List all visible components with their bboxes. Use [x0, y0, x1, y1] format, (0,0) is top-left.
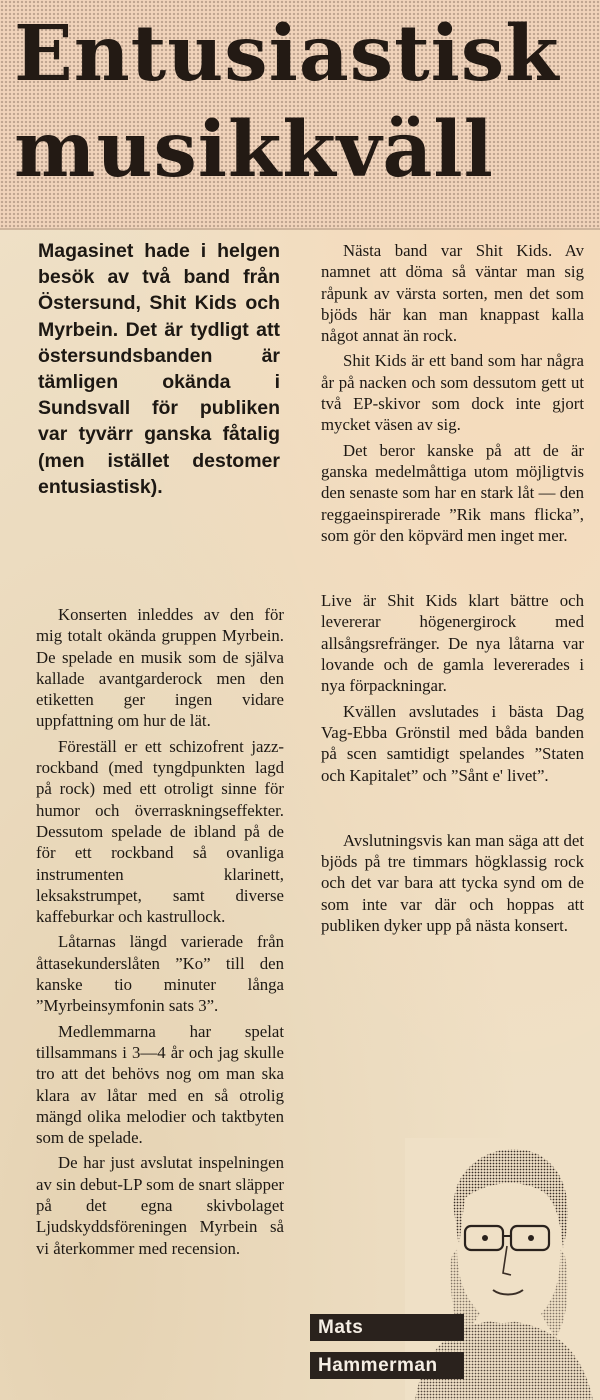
byline-first-name: Mats	[310, 1314, 464, 1341]
headline-line-2: musikkväll	[14, 105, 494, 195]
right-paragraph-1: Nästa band var Shit Kids. Av namnet att döma så väntar man sig råpunk av värsta sorten, men det som bjöds här kan man knappast kalla något annat än rock.	[321, 241, 584, 346]
column-gap	[321, 550, 584, 590]
headline	[14, 6, 594, 198]
headline-band	[0, 0, 600, 230]
right-paragraph-5: Kvällen avslutades i bästa Dag Vag-Ebba Grönstil med båda banden på scen samtidigt spelandes ”Staten och Kapitalet” och ”Sånt e' livet”.	[321, 701, 584, 785]
left-paragraph-5: De har just avslutat inspelningen av sin debut-LP som de snart släpper på det egna skivbolaget Ljudskyddsföreningen Myrbein så vi återkommer med recension.	[36, 1153, 284, 1258]
right-paragraph-4: Live är Shit Kids klart bättre och levererar högenergirock med allsångsrefränger. De nya låtarna var lovande och de gamla levererades i nya förpackningar.	[321, 591, 584, 696]
headline-line-1: Entusiastisk	[14, 9, 560, 99]
lead-paragraph: Magasinet hade i helgen besök av två band från Östersund, Shit Kids och Myrbein. Det är tydligt att östersundsbanden är tämligen okända i Sundsvall för publiken var tyvärr ganska fåtalig (men istället destomer entusiastisk).	[38, 240, 280, 498]
byline-last-name: Hammerman	[310, 1352, 464, 1379]
left-paragraph-4: Medlemmarna har spelat tillsammans i 3—4 år och jag skulle tro att det behövs nog om man ska klara av låtar med en så otrolig mängd olika melodier och taktbyten som de spelade.	[36, 1021, 284, 1148]
column-gap	[321, 790, 584, 830]
article-column-right	[321, 240, 584, 940]
left-paragraph-2: Föreställ er ett schizofrent jazz-rockband (med tyngdpunkten lagd på rock) med ett otroligt sinne för humor och överraskningseffekter. Dessutom spelade de ibland på de för ett rockband så ovanliga instrumenten klarinett, leksakstrumpet, samt diverse kaffeburkar och kastrullock.	[36, 736, 284, 927]
right-paragraph-6: Avslutningsvis kan man säga att det bjöds på tre timmars högklassig rock och det var bara att tycka synd om de som inte var där och hoppas att publiken dyker upp på nästa konsert.	[321, 830, 584, 936]
right-paragraph-3: Det beror kanske på att de är ganska medelmåttiga utom möjligtvis den senaste som har en stark låt — den reggaeinspirerade ”Rik mans flicka”, som gör den köpvärd men inget mer.	[321, 440, 584, 545]
right-paragraph-2: Shit Kids är ett band som har några år på nacken och som dessutom gett ut två EP-skivor som dock inte gjort mycket väsen av sig.	[321, 351, 584, 435]
left-paragraph-1: Konserten inleddes av den för mig totalt okända gruppen Myrbein. De spelade en musik som de själva kallade avantgarderock men den etiketten ger ingen vidare uppfattning om hur de lät.	[36, 605, 284, 731]
article-column-left	[36, 604, 284, 1263]
left-paragraph-3: Låtarnas längd varierade från åttasekunderslåten ”Ko” till den kanske tio minuter långa ”Myrbeinsymfonin sats 3”.	[36, 932, 284, 1016]
